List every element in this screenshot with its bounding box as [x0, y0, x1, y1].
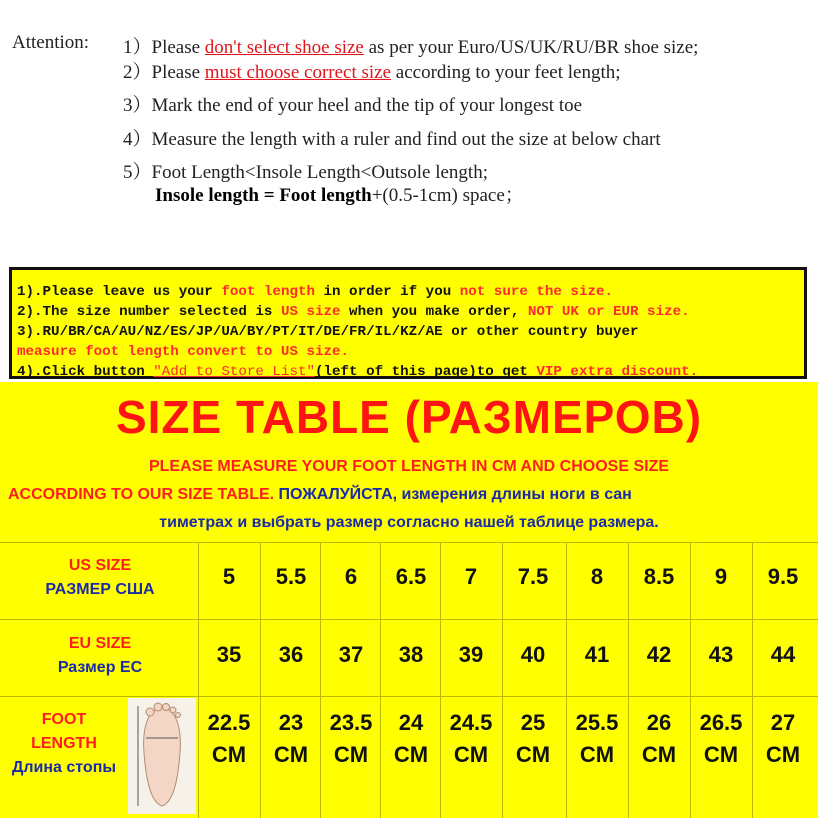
grid-line: [0, 619, 818, 620]
eu-size-cell: [198, 642, 260, 668]
grid-line: [0, 542, 818, 543]
cm-unit: CM: [273, 742, 309, 767]
foot-label-ru: Длина стопы: [11, 759, 117, 776]
foot-length-cell: [260, 710, 322, 768]
us-size-cell: [440, 564, 502, 590]
eu-size-cell: [380, 642, 442, 668]
add-to-store-list-link[interactable]: "Add to Store List": [153, 364, 315, 380]
us-size-cell: [502, 564, 564, 590]
notice-line-1: [17, 284, 613, 300]
line1-text: 1）Please: [123, 37, 205, 58]
eu-size-label: [0, 632, 200, 680]
line2-highlight: must choose correct size: [204, 62, 392, 83]
eu-size-cell-value: 37: [338, 642, 364, 667]
eu-size-cell-value: 38: [398, 642, 424, 667]
cm-unit: CM: [765, 742, 801, 767]
eu-size-cell: [440, 642, 502, 668]
us-size-cell: [752, 564, 814, 590]
foot-length-cell: [320, 710, 382, 768]
subtitle-ru: ПОЖАЛУЙСТА, измерения длины ноги в сан: [274, 486, 632, 503]
us-size-cell-value: 9.5: [767, 564, 799, 589]
eu-size-cell-value: 39: [458, 642, 484, 667]
foot-length-cell: [566, 710, 628, 768]
attention-line-3: 3）Mark the end of your heel and the tip of your longest toe: [123, 95, 583, 116]
foot-length-cell: [198, 710, 260, 768]
us-size-cell: [566, 564, 628, 590]
foot-length-cell-value: 25: [520, 710, 546, 735]
us-size-label: [0, 554, 200, 602]
cm-unit: CM: [515, 742, 551, 767]
foot-label-1: FOOT: [41, 711, 87, 728]
us-size-cell-value: 7: [464, 564, 478, 589]
cm-unit: CM: [453, 742, 489, 767]
eu-size-cell: [566, 642, 628, 668]
notice-text: 2).The size number selected is: [17, 304, 281, 320]
poster-subtitle-3: тиметрах и выбрать размер согласно нашей таблице размера.: [159, 514, 659, 531]
eu-size-cell: [752, 642, 814, 668]
us-size-cell: [380, 564, 442, 590]
foot-length-cell-value: 26: [646, 710, 672, 735]
notice-highlight: US size: [280, 304, 341, 320]
us-size-cell: [628, 564, 690, 590]
us-size-cell: [198, 564, 260, 590]
eu-size-cell: [260, 642, 322, 668]
us-size-cell-value: 6.5: [395, 564, 427, 589]
notice-text: when you make order,: [340, 304, 528, 320]
eu-size-cell-value: 36: [278, 642, 304, 667]
eu-size-cell-value: 44: [770, 642, 796, 667]
notice-box: [9, 267, 807, 379]
notice-text: in order if you: [315, 284, 460, 300]
us-size-cell-value: 9: [714, 564, 728, 589]
cm-unit: CM: [211, 742, 247, 767]
foot-length-cell: [502, 710, 564, 768]
foot-length-cell-value: 27: [770, 710, 796, 735]
foot-length-cell-value: 22.5: [207, 710, 251, 735]
eu-size-cell-value: 40: [520, 642, 546, 667]
attention-line-5: 5）Foot Length<Insole Length<Outsole length;: [123, 162, 488, 183]
eu-size-cell-value: 43: [708, 642, 734, 667]
us-size-label-en: US SIZE: [68, 557, 132, 574]
eu-size-cell: [320, 642, 382, 668]
foot-length-cell: [690, 710, 752, 768]
eu-size-cell: [628, 642, 690, 668]
foot-length-cell-value: 23.5: [329, 710, 373, 735]
notice-line-4: measure foot length convert to US size.: [17, 344, 350, 360]
notice-highlight: foot length: [221, 284, 315, 300]
foot-length-label: [0, 708, 128, 780]
us-size-cell: [690, 564, 752, 590]
size-table-poster: [0, 382, 818, 818]
foot-length-cell-value: 25.5: [575, 710, 619, 735]
us-size-cell: [260, 564, 322, 590]
line1-text-end: as per your Euro/US/UK/RU/BR shoe size;: [363, 37, 699, 58]
notice-text: (left of this page)to get: [315, 364, 537, 380]
us-size-cell-value: 8: [590, 564, 604, 589]
eu-size-cell: [502, 642, 564, 668]
us-size-cell-value: 8.5: [643, 564, 675, 589]
us-size-label-ru: РАЗМЕР США: [45, 581, 155, 598]
notice-line-5: [17, 364, 698, 380]
eu-size-label-en: EU SIZE: [68, 635, 132, 652]
foot-length-cell-value: 23: [278, 710, 304, 735]
foot-length-cell-value: 24.5: [449, 710, 493, 735]
notice-highlight: NOT UK or EUR size.: [527, 304, 690, 320]
attention-line-5b: [155, 180, 524, 207]
eu-size-cell-value: 41: [584, 642, 610, 667]
attention-line-2: [123, 57, 621, 84]
foot-length-cell-value: 24: [398, 710, 424, 735]
eu-size-cell: [690, 642, 752, 668]
foot-length-cell: [752, 710, 814, 768]
line2-text: 2）Please: [123, 62, 205, 83]
attention-line-4: 4）Measure the length with a ruler and find out the size at below chart: [123, 129, 661, 150]
size-grid: [0, 542, 818, 818]
notice-highlight: VIP extra discount.: [536, 364, 699, 380]
foot-length-cell: [380, 710, 442, 768]
poster-subtitle-1: PLEASE MEASURE YOUR FOOT LENGTH IN CM AND CHOOSE SIZE: [148, 458, 670, 475]
grid-line: [0, 696, 818, 697]
us-size-cell-value: 5.5: [275, 564, 307, 589]
size-table-title: SIZE TABLE (РАЗМЕРОВ): [115, 391, 703, 443]
cm-unit: CM: [703, 742, 739, 767]
cm-unit: CM: [579, 742, 615, 767]
foot-label-2: LENGTH: [31, 735, 97, 752]
us-size-cell-value: 6: [344, 564, 358, 589]
notice-text: 1).Please leave us your: [17, 284, 222, 300]
line2-text-end: according to your feet length;: [391, 62, 621, 83]
cm-unit: CM: [393, 742, 429, 767]
notice-line-3: 3).RU/BR/CA/AU/NZ/ES/JP/UA/BY/PT/IT/DE/FR/IL/KZ/AE or other country buyer: [17, 324, 639, 340]
line1-highlight: don't select shoe size: [204, 37, 364, 58]
cm-unit: CM: [641, 742, 677, 767]
us-size-cell-value: 7.5: [517, 564, 549, 589]
attention-section: [0, 0, 818, 262]
poster-subtitle-2: [8, 486, 818, 504]
us-size-cell-value: 5: [222, 564, 236, 589]
foot-measure-icon: [128, 698, 196, 814]
insole-formula: Insole length = Foot length: [155, 185, 372, 206]
eu-size-cell-value: 35: [216, 642, 242, 667]
subtitle-en: ACCORDING TO OUR SIZE TABLE.: [8, 486, 275, 503]
us-size-cell: [320, 564, 382, 590]
eu-size-label-ru: Размер ЕС: [57, 659, 143, 676]
eu-size-cell-value: 42: [646, 642, 672, 667]
foot-length-cell: [628, 710, 690, 768]
attention-label: Attention:: [12, 32, 90, 53]
notice-line-2: [17, 304, 690, 320]
cm-unit: CM: [333, 742, 369, 767]
notice-text: 4).Click button: [17, 364, 154, 380]
foot-length-cell: [440, 710, 502, 768]
foot-length-cell-value: 26.5: [699, 710, 743, 735]
notice-highlight: not sure the size.: [459, 284, 613, 300]
insole-space: +(0.5-1cm) space；: [371, 185, 524, 206]
attention-line-1: [123, 32, 698, 59]
